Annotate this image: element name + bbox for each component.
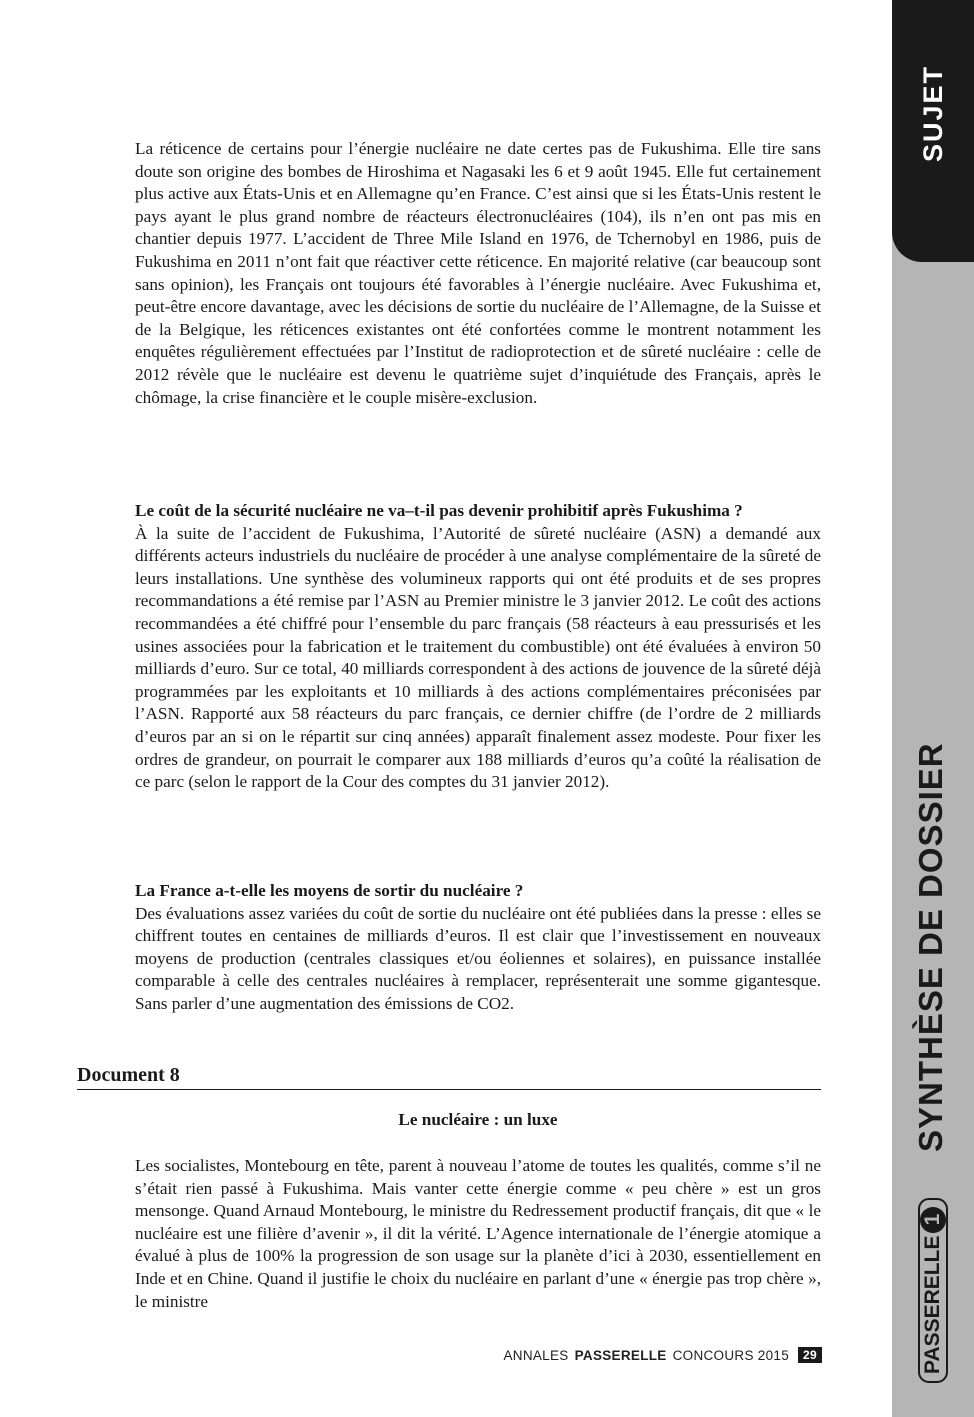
page-footer	[503, 1347, 822, 1363]
brand-logo-text: PASSERELLE	[921, 1235, 944, 1374]
footer-suffix: CONCOURS 2015	[672, 1347, 790, 1363]
document-text	[135, 1155, 821, 1313]
section-answer: À la suite de l’accident de Fukushima, l’Autorité de sûreté nucléaire (ASN) a demandé aux différents acteurs industriels du nucléaire de procéder à une analyse complémentaire de la sûreté de leurs installations. Une synthèse des volumineux rapports qui ont été produits et de ses propres recommandations a été remise par l’ASN au Premier ministre le 3 janvier 2012. Le coût des actions recommandées a été chiffré pour l’ensemble du parc français (58 réacteurs à eau pressurisés et les usines associées pour la fabrication et le traitement du combustible) ont été évaluées à environ 50 milliards d’euro. Sur ce total, 40 milliards correspondent à des actions de jouvence de la sûreté déjà programmées par les exploitants et 10 milliards à des actions complémentaires préconisées par l’ASN. Rapporté aux 58 réacteurs du parc français, ce dernier chiffre (de l’ordre de 2 milliards d’euros par an si on le répartit sur cinq années) apparaît finalement assez modeste. Pour fixer les ordres de grandeur, on pourrait le comparer aux 188 milliards d’euros qu’a coûté la réalisation de ce parc (selon le rapport de la Cour des comptes du 31 janvier 2012).	[135, 523, 821, 792]
document-title: Le nucléaire : un luxe	[398, 1110, 558, 1129]
footer-brand: PASSERELLE	[574, 1347, 667, 1363]
document-paragraph: Les socialistes, Montebourg en tête, parent à nouveau l’atome de toutes les qualités, comme s’il ne s’était rien passé à Fukushima. Mais vanter cette énergie comme « peu chère » est un gros mensonge. Quand Arnaud Montebourg, le ministre du Redressement productif français, dit que « le nucléaire est une filière d’avenir », il dit la vérité. L’Agence internationale de l’énergie atomique a évalué à plus de 100% la progression de son usage sur la planète d’ici à 2030, essentiellement en Inde et en Chine. Quand il justifie le choix du nucléaire en parlant d’une « énergie pas trop chère », le ministre	[135, 1156, 821, 1311]
section-question: Le coût de la sécurité nucléaire ne va–t-il pas devenir prohibitif après Fukushima ?	[135, 501, 743, 520]
intro-paragraph: La réticence de certains pour l’énergie nucléaire ne date certes pas de Fukushima. Elle tire sans doute son origine des bombes de Hiroshima et Nagasaki les 6 et 9 août 1945. Elle fut certainement plus active aux États-Unis et en Allemagne qu’en France. C’est ainsi que si les États-Unis restent le pays ayant le plus grand nombre de réacteurs électronucléaires (104), ils n’en ont pas mis en chantier depuis 1977. L’accident de Three Mile Island en 1976, de Tchernobyl en 1986, puis de Fukushima en 2011 n’ont fait que réactiver cette réticence. En majorité relative (car beaucoup sont sans opinion), les Français ont toujours été favorables à l’énergie nucléaire. Avec Fukushima et, peut-être encore davantage, avec les décisions de sortie du nucléaire de l’Allemagne, de la Suisse et de la Belgique, les réticences existantes ont été confortées comme le montrent notamment les enquêtes régulièrement effectuées par l’Institut de radioprotection et de sûreté nucléaire : celle de 2012 révèle que le nucléaire est devenu le quatrième sujet d’inquiétude des Français, après le chômage, la crise financière et le couple misère-exclusion.	[135, 139, 821, 407]
brand-logo	[918, 1198, 948, 1383]
brand-logo-number: 1	[920, 1207, 946, 1233]
section-question: La France a-t-elle les moyens de sortir du nucléaire ?	[135, 881, 524, 900]
section-label: SUJET	[918, 64, 948, 162]
footer-prefix: ANNALES	[503, 1347, 569, 1363]
document-heading: Document 8	[77, 1063, 821, 1090]
category-label: SYNTHÈSE DE DOSSIER	[912, 742, 949, 1152]
intro-text	[135, 138, 821, 409]
section-security-cost	[135, 500, 821, 794]
section-exit-nuclear	[135, 880, 821, 1016]
page-number: 29	[798, 1347, 822, 1363]
section-answer: Des évaluations assez variées du coût de sortie du nucléaire ont été publiées dans la presse : elles se chiffrent toutes en centaines de milliards d’euros. Il est clair que l’investissement en nouveaux moyens de production (centrales classiques et/ou éoliennes et solaires), en puissance installée comparable à celle des centrales nucléaires à remplacer, représenterait une somme gigantesque. Sans parler d’une augmentation des émissions de CO2.	[135, 903, 821, 1013]
